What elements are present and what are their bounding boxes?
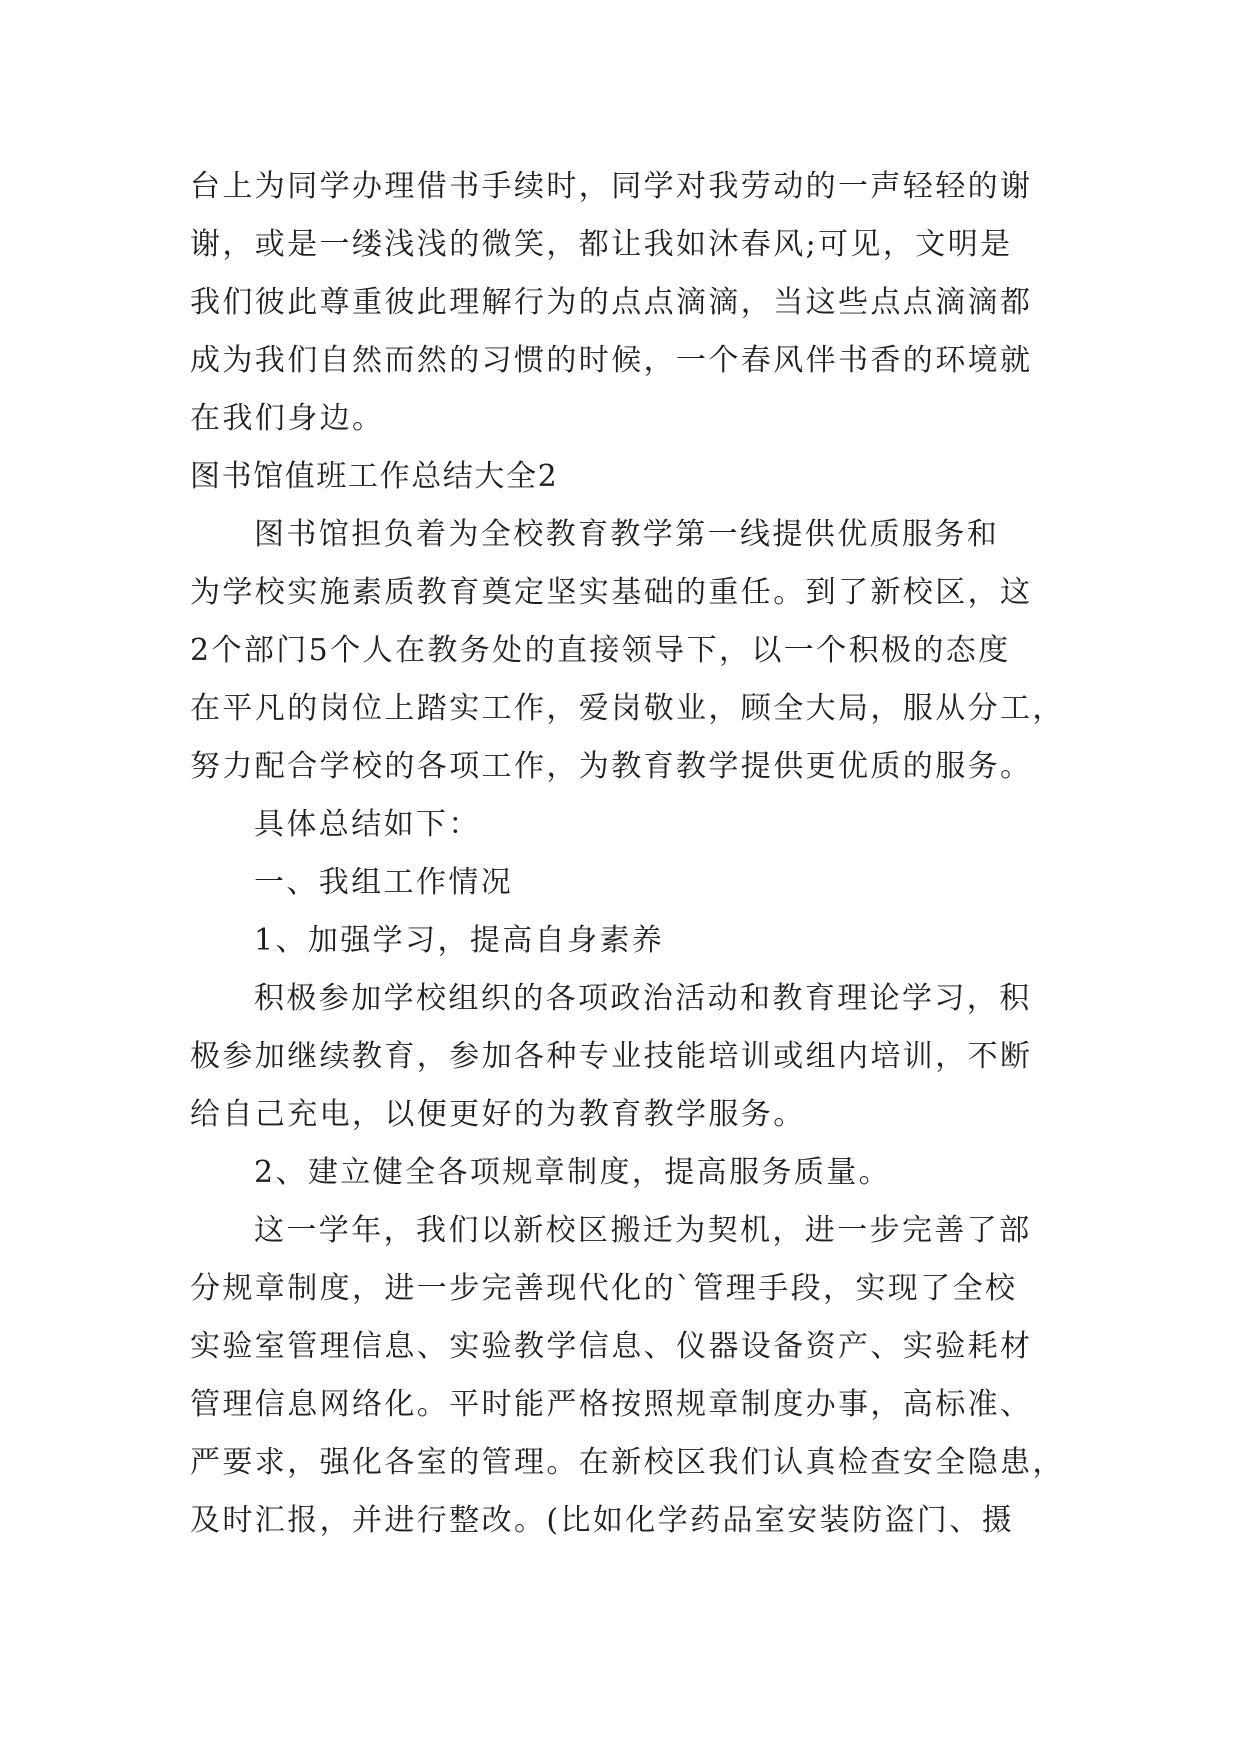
text-line: 在我们身边。	[190, 401, 385, 436]
text-line: 2个部门5个人在教务处的直接领导下，以一个积极的态度	[190, 633, 1011, 668]
text-line: 谢，或是一缕浅浅的微笑，都让我如沐春风;可见，文明是	[190, 227, 1013, 262]
text-line: 成为我们自然而然的习惯的时候，一个春风伴书香的环境就	[190, 343, 1033, 378]
text-line: 给自己充电，以便更好的为教育教学服务。	[190, 1097, 806, 1132]
text-line: 实验室管理信息、实验教学信息、仪器设备资产、实验耗材	[190, 1329, 1033, 1364]
text-line: 具体总结如下：	[254, 807, 481, 842]
text-line: 我们彼此尊重彼此理解行为的点点滴滴，当这些点点滴滴都	[190, 285, 1033, 320]
subheading: 一、我组工作情况	[254, 865, 514, 900]
text-line: 积极参加学校组织的各项政治活动和教育理论学习，积	[254, 981, 1032, 1016]
text-line: 台上为同学办理借书手续时，同学对我劳动的一声轻轻的谢	[190, 169, 1033, 204]
text-line: 在平凡的岗位上踏实工作，爱岗敬业，顾全大局，服从分工，	[190, 691, 1065, 726]
text-line: 努力配合学校的各项工作，为教育教学提供更优质的服务。	[190, 749, 1033, 784]
text-line: 严要求，强化各室的管理。在新校区我们认真检查安全隐患，	[190, 1445, 1065, 1480]
subheading: 2、建立健全各项规章制度，提高服务质量。	[254, 1155, 892, 1190]
text-line: 管理信息网络化。平时能严格按照规章制度办事，高标准、	[190, 1387, 1033, 1422]
subheading: 1、加强学习，提高自身素养	[254, 923, 665, 958]
text-line: 及时汇报，并进行整改。(比如化学药品室安装防盗门、摄	[190, 1503, 1015, 1538]
text-line: 图书馆担负着为全校教育教学第一线提供优质服务和	[254, 517, 1000, 552]
text-line: 这一学年，我们以新校区搬迁为契机，进一步完善了部	[254, 1213, 1032, 1248]
section-heading: 图书馆值班工作总结大全2	[190, 459, 559, 494]
text-line: 极参加继续教育，参加各种专业技能培训或组内培训，不断	[190, 1039, 1033, 1074]
text-line: 分规章制度，进一步完善现代化的`管理手段，实现了全校	[190, 1271, 1018, 1306]
document-body	[190, 158, 1070, 1550]
text-line: 为学校实施素质教育奠定坚实基础的重任。到了新校区，这	[190, 575, 1033, 610]
